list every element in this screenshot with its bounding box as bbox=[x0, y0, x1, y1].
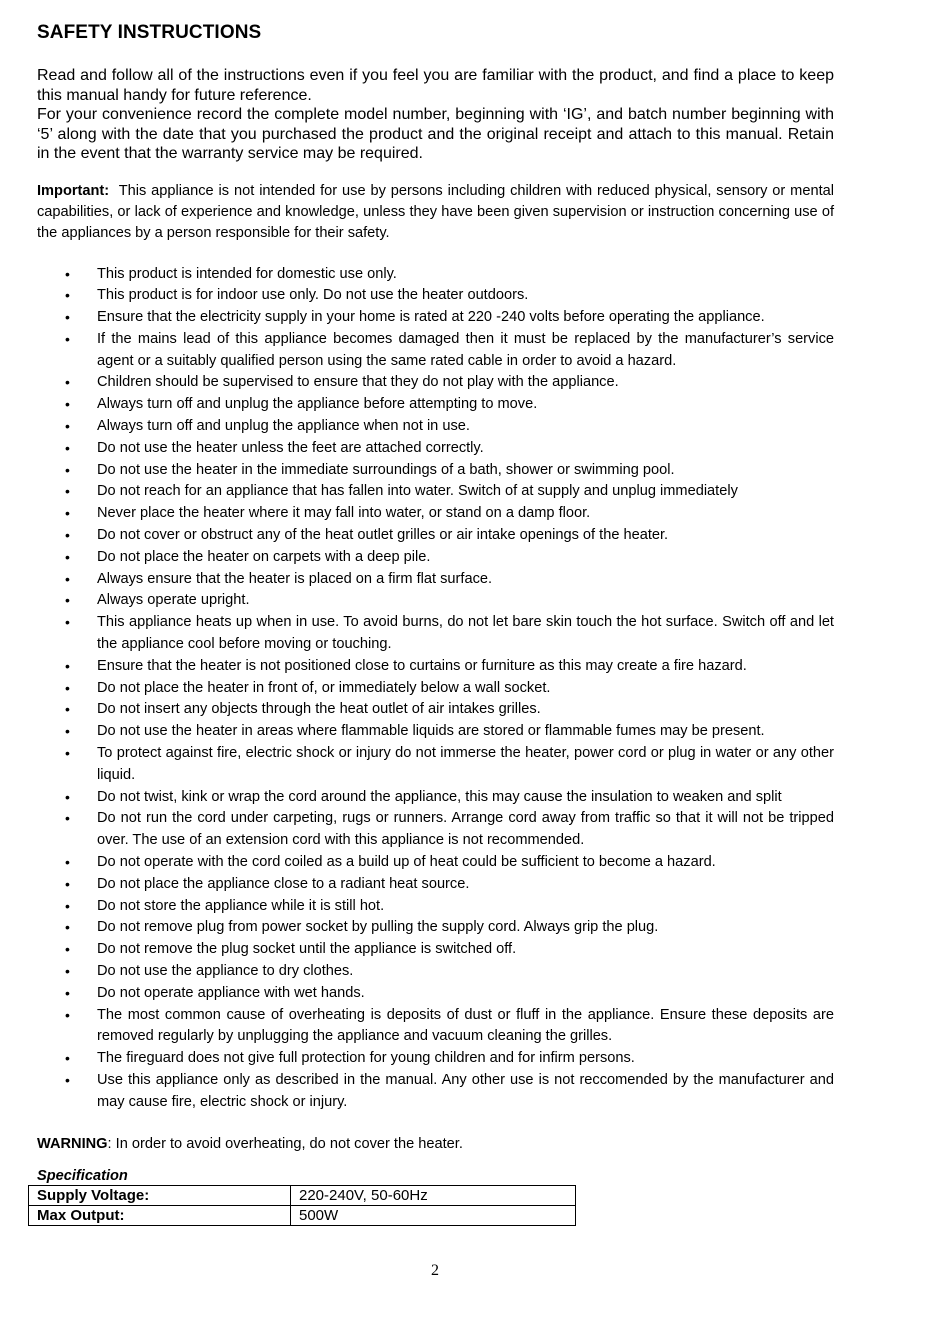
list-item: • Do not run the cord under carpeting, rugs or runners. Arrange cord away from traffic so that it will not be tripped over. The use of an extension cord with this appliance is not recommended. bbox=[37, 808, 834, 852]
list-item: • This product is intended for domestic use only. bbox=[37, 264, 834, 286]
warning-notice bbox=[37, 1134, 834, 1155]
specification-table bbox=[28, 1185, 576, 1226]
list-item: • Do not place the heater in front of, or immediately below a wall socket. bbox=[37, 678, 834, 700]
list-item: • Do not use the heater unless the feet are attached correctly. bbox=[37, 438, 834, 460]
list-item: • Never place the heater where it may fall into water, or stand on a damp floor. bbox=[37, 503, 834, 525]
spec-value: 500W bbox=[291, 1205, 576, 1225]
specification-title: Specification bbox=[37, 1167, 128, 1184]
document-page bbox=[37, 22, 834, 1226]
intro-paragraph-1: Read and follow all of the instructions even if you feel you are familiar with the product, and find a place to keep this manual handy for future reference. bbox=[37, 67, 834, 104]
important-text: This appliance is not intended for use by persons including children with reduced physical, sensory or mental capabilities, or lack of experience and knowledge, unless they have been given supervision or instruction concerning use of the appliances by a person responsible for their safety. bbox=[37, 182, 834, 241]
intro-section bbox=[37, 66, 834, 164]
list-item: • To protect against fire, electric shock or injury do not immerse the heater, power cord or plug in water or any other liquid. bbox=[37, 743, 834, 787]
list-item: • Always turn off and unplug the appliance before attempting to move. bbox=[37, 394, 834, 416]
safety-rules-list bbox=[37, 264, 834, 1114]
list-item: • Do not insert any objects through the heat outlet of air intakes grilles. bbox=[37, 699, 834, 721]
page-title: SAFETY INSTRUCTIONS bbox=[37, 22, 262, 43]
important-notice bbox=[37, 181, 834, 244]
list-item: • Do not remove plug from power socket by pulling the supply cord. Always grip the plug. bbox=[37, 917, 834, 939]
list-item: • Do not reach for an appliance that has fallen into water. Switch of at supply and unplug immediately bbox=[37, 481, 834, 503]
list-item: • Do not store the appliance while it is still hot. bbox=[37, 896, 834, 918]
warning-text: : In order to avoid overheating, do not cover the heater. bbox=[107, 1135, 463, 1152]
spec-row-supply-voltage bbox=[29, 1185, 576, 1205]
list-item: • Do not twist, kink or wrap the cord around the appliance, this may cause the insulation to weaken and split bbox=[37, 787, 834, 809]
list-item: • The most common cause of overheating is deposits of dust or fluff in the appliance. Ensure these deposits are removed regularly by unplugging the appliance and vacuum cleaning the grilles. bbox=[37, 1005, 834, 1049]
list-item: • Do not place the heater on carpets with a deep pile. bbox=[37, 547, 834, 569]
list-item: • Always operate upright. bbox=[37, 590, 834, 612]
list-item: • Do not place the appliance close to a radiant heat source. bbox=[37, 874, 834, 896]
spec-value: 220-240V, 50-60Hz bbox=[291, 1185, 576, 1205]
list-item: • Ensure that the heater is not positioned close to curtains or furniture as this may create a fire hazard. bbox=[37, 656, 834, 678]
spec-key: Max Output: bbox=[29, 1205, 291, 1225]
list-item: • Children should be supervised to ensure that they do not play with the appliance. bbox=[37, 372, 834, 394]
list-item: • Do not use the appliance to dry clothes. bbox=[37, 961, 834, 983]
list-item: • Do not cover or obstruct any of the heat outlet grilles or air intake openings of the heater. bbox=[37, 525, 834, 547]
list-item: • Ensure that the electricity supply in your home is rated at 220 -240 volts before operating the appliance. bbox=[37, 307, 834, 329]
list-item: • Use this appliance only as described in the manual. Any other use is not reccomended by the manufacturer and may cause fire, electric shock or injury. bbox=[37, 1070, 834, 1114]
list-item: • Always ensure that the heater is placed on a firm flat surface. bbox=[37, 569, 834, 591]
list-item: • Do not use the heater in the immediate surroundings of a bath, shower or swimming pool. bbox=[37, 460, 834, 482]
list-item: • The fireguard does not give full protection for young children and for infirm persons. bbox=[37, 1048, 834, 1070]
list-item: • Always turn off and unplug the appliance when not in use. bbox=[37, 416, 834, 438]
spec-row-max-output bbox=[29, 1205, 576, 1225]
intro-paragraph-2: For your convenience record the complete model number, beginning with ‘IG’, and batch number beginning with ‘5’ along with the date that you purchased the product and the original receipt and attach to this manual. Retain in the event that the warranty service may be required. bbox=[37, 106, 834, 162]
list-item: • Do not remove the plug socket until the appliance is switched off. bbox=[37, 939, 834, 961]
warning-label: WARNING bbox=[37, 1135, 108, 1152]
list-item: • This appliance heats up when in use. To avoid burns, do not let bare skin touch the hot surface. Switch off and let the appliance cool before moving or touching. bbox=[37, 612, 834, 656]
list-item: • Do not use the heater in areas where flammable liquids are stored or flammable fumes may be present. bbox=[37, 721, 834, 743]
list-item: • Do not operate with the cord coiled as a build up of heat could be sufficient to become a hazard. bbox=[37, 852, 834, 874]
list-item: • Do not operate appliance with wet hands. bbox=[37, 983, 834, 1005]
page-number: 2 bbox=[431, 1262, 439, 1279]
important-label: Important: bbox=[37, 182, 110, 199]
list-item: • This product is for indoor use only. Do not use the heater outdoors. bbox=[37, 285, 834, 307]
list-item: • If the mains lead of this appliance becomes damaged then it must be replaced by the manufacturer’s service agent or a suitably qualified person using the same rated cable in order to avoid a hazard. bbox=[37, 329, 834, 373]
spec-key: Supply Voltage: bbox=[29, 1185, 291, 1205]
